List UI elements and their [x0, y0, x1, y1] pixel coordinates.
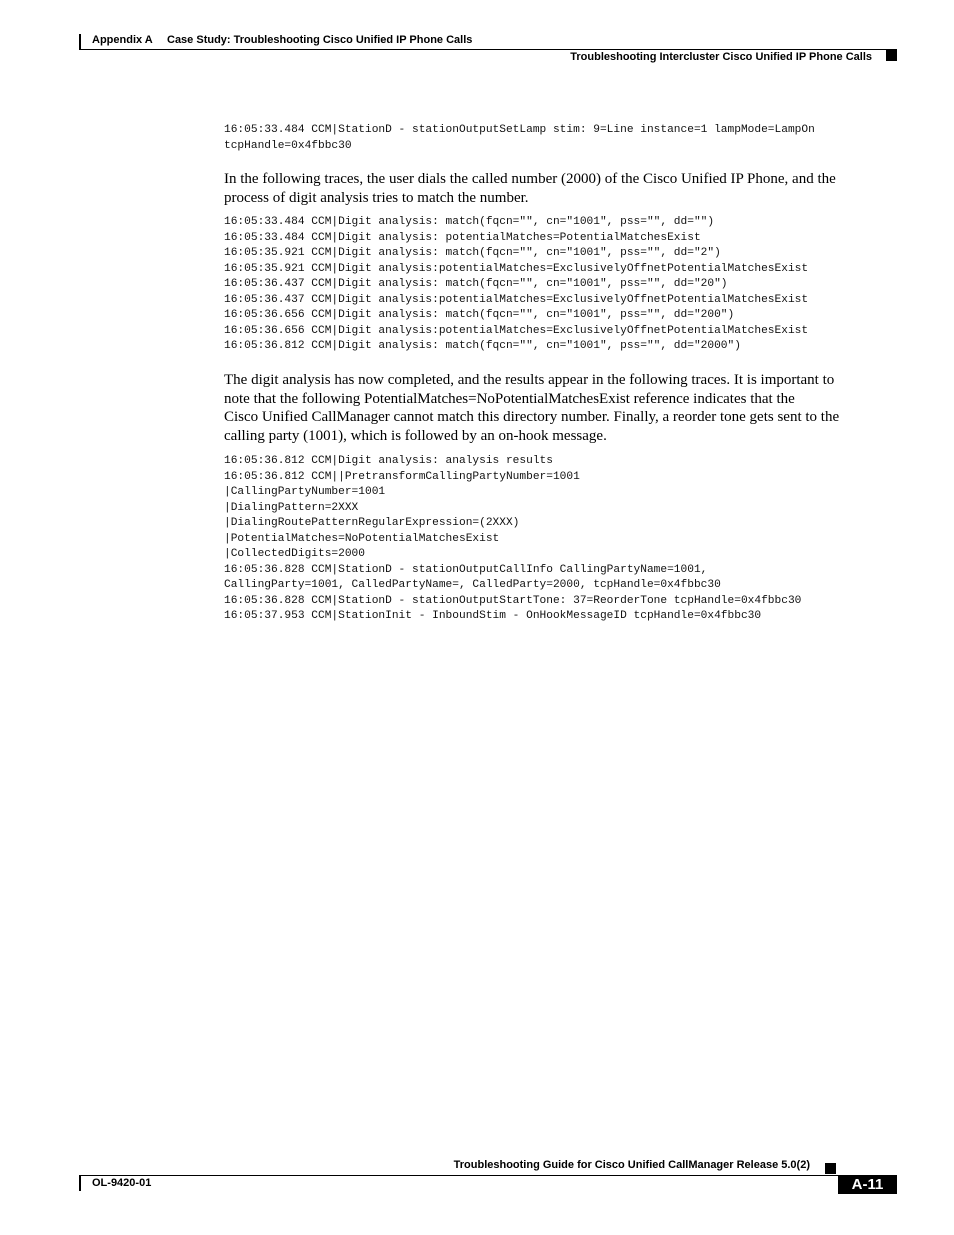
code-block-digit-analysis	[224, 215, 808, 355]
paragraph-line: calling party (1001), which is followed by an on-hook message.	[224, 428, 607, 445]
header-rule	[79, 49, 897, 50]
code-block-lamp	[224, 123, 815, 154]
paragraph-line: In the following traces, the user dials the called number (2000) of the Cisco Unified IP Phone, and the	[224, 171, 836, 187]
footer-guide-title: Troubleshooting Guide for Cisco Unified CallManager Release 5.0(2)	[453, 1159, 810, 1171]
footer-marker-square	[825, 1163, 836, 1174]
header-chapter-title: Case Study: Troubleshooting Cisco Unified IP Phone Calls	[167, 34, 473, 46]
code-line: 16:05:35.921 CCM|Digit analysis: match(fqcn="", cn="1001", pss="", dd="2")	[224, 247, 721, 259]
footer-rule	[79, 1175, 897, 1176]
code-line: 16:05:36.812 CCM|Digit analysis: analysis results	[224, 455, 553, 467]
code-line: |CallingPartyNumber=1001	[224, 486, 386, 498]
code-line: 16:05:36.437 CCM|Digit analysis:potentialMatches=ExclusivelyOffnetPotentialMatchesExist	[224, 293, 809, 306]
header-marker-square	[886, 50, 897, 61]
code-line: 16:05:36.828 CCM|StationD - stationOutputStartTone: 37=ReorderTone tcpHandle=0x4fbbc30	[224, 594, 802, 607]
code-line: |CollectedDigits=2000	[224, 548, 365, 560]
code-line: 16:05:33.484 CCM|Digit analysis: match(fqcn="", cn="1001", pss="", dd="")	[224, 216, 715, 228]
code-line: CallingParty=1001, CalledPartyName=, CalledParty=2000, tcpHandle=0x4fbbc30	[224, 579, 721, 591]
header-left-bar	[79, 34, 81, 50]
code-line: 16:05:37.953 CCM|StationInit - InboundStim - OnHookMessageID tcpHandle=0x4fbbc30	[224, 610, 762, 622]
code-line: 16:05:36.828 CCM|StationD - stationOutputCallInfo CallingPartyName=1001,	[224, 563, 708, 576]
footer-left-bar	[79, 1175, 81, 1191]
header-appendix-label: Appendix A	[92, 34, 153, 46]
code-line: 16:05:36.656 CCM|Digit analysis:potentialMatches=ExclusivelyOffnetPotentialMatchesExist	[224, 324, 809, 337]
code-line: 16:05:36.812 CCM|Digit analysis: match(fqcn="", cn="1001", pss="", dd="2000")	[224, 340, 741, 352]
code-line: 16:05:33.484 CCM|Digit analysis: potentialMatches=PotentialMatchesExist	[224, 231, 701, 244]
paragraph-line: Cisco Unified CallManager cannot match this directory number. Finally, a reorder tone gets sent to the	[224, 409, 840, 426]
code-line: 16:05:36.656 CCM|Digit analysis: match(fqcn="", cn="1001", pss="", dd="200")	[224, 309, 735, 321]
paragraph-line: The digit analysis has now completed, and the results appear in the following traces. It is important to	[224, 372, 835, 388]
paragraph-line: process of digit analysis tries to match the number.	[224, 189, 529, 206]
code-line: |PotentialMatches=NoPotentialMatchesExist	[224, 532, 500, 545]
paragraph-digit-intro	[224, 170, 896, 207]
code-block-results	[224, 454, 801, 625]
footer-doc-number: OL-9420-01	[92, 1177, 152, 1189]
paragraph-line: note that the following PotentialMatches=NoPotentialMatchesExist reference indicates that the	[224, 390, 795, 407]
code-line: |DialingPattern=2XXX	[224, 501, 359, 514]
footer-page-number: A-11	[838, 1175, 897, 1194]
code-line: |DialingRoutePatternRegularExpression=(2XXX)	[224, 517, 520, 529]
header-section-title: Troubleshooting Intercluster Cisco Unified IP Phone Calls	[570, 51, 872, 63]
code-line: 16:05:36.812 CCM||PretransformCallingPartyNumber=1001	[224, 470, 580, 483]
code-line: 16:05:36.437 CCM|Digit analysis: match(fqcn="", cn="1001", pss="", dd="20")	[224, 278, 728, 290]
code-line: 16:05:35.921 CCM|Digit analysis:potentialMatches=ExclusivelyOffnetPotentialMatchesExist	[224, 262, 809, 275]
paragraph-analysis-complete	[224, 371, 896, 446]
code-line: tcpHandle=0x4fbbc30	[224, 139, 352, 152]
code-line: 16:05:33.484 CCM|StationD - stationOutputSetLamp stim: 9=Line instance=1 lampMode=LampOn	[224, 124, 815, 136]
